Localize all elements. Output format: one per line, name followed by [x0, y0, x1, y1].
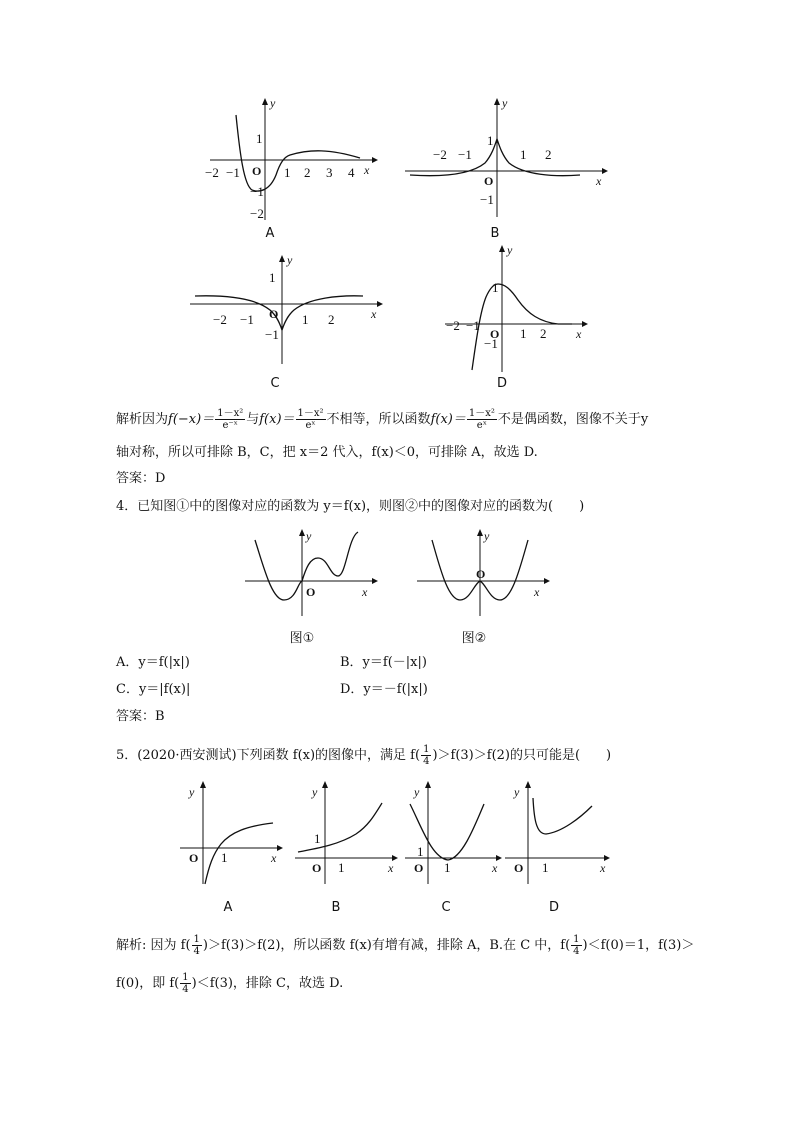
tick-label: 1	[338, 860, 345, 875]
figure-label: A	[265, 226, 275, 241]
tick-label: −1	[226, 165, 240, 180]
denominator: 4	[573, 946, 580, 957]
x-arrow-icon	[582, 321, 588, 327]
fraction	[421, 744, 431, 767]
x-arrow-icon	[602, 168, 608, 174]
curve-5d	[533, 798, 592, 834]
origin-label: O	[269, 307, 279, 321]
denominator: 4	[423, 756, 430, 767]
figure-label: C	[270, 376, 280, 391]
text: )＜f(3)，排除 C，故选 D.	[191, 976, 344, 991]
origin-label: O	[476, 567, 486, 581]
y-label: y	[514, 785, 520, 799]
tick-label: −1	[265, 327, 279, 342]
tick-label: 2	[328, 312, 335, 327]
text: 5．(2020·西安测试)下列函数 f(x)的图像中，满足 f(	[116, 748, 421, 763]
text: 与	[246, 412, 260, 427]
x-label: x	[364, 163, 370, 177]
y-arrow-icon	[477, 529, 483, 536]
y-label: y	[484, 529, 490, 543]
fraction	[215, 408, 245, 431]
text: 解析因为	[116, 412, 169, 427]
tick-label: 1	[314, 831, 321, 846]
x-arrow-icon	[377, 301, 383, 307]
option-4d: D．y＝－f(|x|)	[340, 682, 428, 697]
tick-label: 1	[492, 280, 499, 295]
tick-label: −1	[466, 318, 480, 333]
numerator: 1	[182, 972, 189, 983]
figure-4-1	[240, 528, 380, 620]
figure-5b	[290, 778, 400, 888]
denominator: eˣ	[476, 420, 487, 431]
tick-label: −1	[484, 336, 498, 351]
figure-5d	[500, 778, 616, 888]
x-label: x	[534, 585, 540, 599]
y-arrow-icon	[425, 781, 431, 788]
text: )＞f(3)＞f(2)的只可能是( )	[432, 748, 612, 763]
origin-label: O	[312, 861, 322, 875]
figure-label: B	[331, 900, 341, 915]
figure-label: D	[548, 900, 559, 915]
formula: f(x)＝	[430, 412, 466, 427]
origin-label: O	[414, 861, 424, 875]
tick-label: 1	[284, 165, 291, 180]
tick-label: 1	[417, 844, 424, 859]
y-arrow-icon	[322, 781, 328, 788]
figure-label: C	[441, 900, 451, 915]
y-label: y	[414, 785, 420, 799]
answer-q3: 答案：D	[116, 471, 166, 486]
x-label: x	[576, 327, 582, 341]
figure-label: 图②	[461, 631, 487, 646]
tick-label: 1	[302, 312, 309, 327]
numerator: 1	[193, 934, 200, 945]
tick-label: −2	[446, 318, 460, 333]
y-arrow-icon	[494, 98, 500, 105]
curve-5a	[205, 823, 273, 884]
y-label: y	[189, 785, 195, 799]
tick-label: 1	[520, 326, 527, 341]
curve-5b	[298, 803, 382, 852]
tick-label: −2	[213, 312, 227, 327]
y-arrow-icon	[200, 781, 206, 788]
x-label: x	[362, 585, 368, 599]
y-label: y	[306, 529, 312, 543]
y-arrow-icon	[299, 529, 305, 536]
tick-label: 1	[444, 860, 451, 875]
question-4-stem: 4．已知图①中的图像对应的函数为 y＝f(x)，则图②中的图像对应的函数为( )	[116, 499, 585, 514]
tick-label: 2	[304, 165, 311, 180]
tick-label: −2	[433, 147, 447, 162]
x-arrow-icon	[277, 845, 283, 851]
fraction	[467, 408, 497, 431]
y-arrow-icon	[525, 781, 531, 788]
curve-a	[236, 115, 360, 191]
text: 不相等，所以函数	[326, 412, 431, 427]
numerator: 1－x²	[468, 408, 495, 419]
option-4a: A．y＝f(|x|)	[116, 655, 190, 670]
x-label: x	[388, 861, 394, 875]
tick-label: 2	[540, 326, 547, 341]
figure-label: 图①	[289, 631, 315, 646]
y-arrow-icon	[262, 98, 268, 105]
formula: f(x)＝	[259, 412, 295, 427]
tick-label: 1	[487, 133, 494, 148]
answer-q4: 答案：B	[116, 709, 165, 724]
figure-label: A	[223, 900, 233, 915]
numerator: 1－x²	[217, 408, 244, 419]
y-arrow-icon	[279, 255, 285, 262]
x-label: x	[600, 861, 606, 875]
analysis-q3-line1	[116, 408, 648, 431]
figure-3b	[400, 95, 610, 225]
analysis-q5-line2	[116, 972, 343, 995]
tick-label: −2	[205, 165, 219, 180]
figure-3c	[185, 252, 385, 370]
text: 解析: 因为 f(	[116, 938, 191, 953]
origin-label: O	[490, 327, 500, 341]
numerator: 1－x²	[297, 408, 324, 419]
tick-label: −2	[250, 206, 264, 221]
figure-3a	[200, 95, 380, 225]
y-label: y	[507, 243, 513, 257]
x-arrow-icon	[372, 157, 378, 163]
analysis-q5-line1	[116, 934, 694, 957]
formula: f(−x)＝	[168, 412, 215, 427]
x-label: x	[371, 307, 377, 321]
tick-label: −1	[480, 192, 494, 207]
tick-label: 3	[326, 165, 333, 180]
y-label: y	[270, 96, 276, 110]
origin-label: O	[306, 585, 316, 599]
figure-5a	[175, 778, 285, 888]
y-label: y	[287, 253, 293, 267]
tick-label: 1	[269, 270, 276, 285]
tick-label: 1	[542, 860, 549, 875]
figure-3d	[440, 242, 590, 377]
fraction	[571, 934, 581, 957]
denominator: eˣ	[305, 420, 316, 431]
x-arrow-icon	[372, 578, 378, 584]
figure-label: D	[496, 376, 507, 391]
x-arrow-icon	[544, 578, 550, 584]
figure-5c	[400, 778, 510, 888]
origin-label: O	[484, 174, 494, 188]
tick-label: 1	[256, 131, 263, 146]
analysis-q3-line2: 轴对称，所以可排除 B，C，把 x＝2 代入，f(x)＜0，可排除 A，故选 D.	[116, 445, 538, 460]
tick-label: −1	[250, 184, 264, 199]
option-4c: C．y＝|f(x)|	[116, 682, 191, 697]
tick-label: 1	[520, 147, 527, 162]
option-4b: B．y＝f(－|x|)	[340, 655, 427, 670]
fraction	[296, 408, 326, 431]
fraction	[192, 934, 202, 957]
origin-label: O	[189, 851, 199, 865]
numerator: 1	[573, 934, 580, 945]
text: )＜f(0)＝1，f(3)＞	[582, 938, 695, 953]
denominator: 4	[182, 984, 189, 995]
numerator: 1	[423, 744, 430, 755]
y-arrow-icon	[499, 245, 505, 252]
x-label: x	[492, 861, 498, 875]
tick-label: −1	[240, 312, 254, 327]
denominator: e⁻ˣ	[222, 420, 238, 431]
figure-4-2	[412, 528, 552, 620]
x-label: x	[271, 851, 277, 865]
origin-label: O	[252, 164, 262, 178]
x-label: x	[596, 174, 602, 188]
tick-label: −1	[458, 147, 472, 162]
tick-label: 2	[545, 147, 552, 162]
text: 不是偶函数，图像不关于y	[497, 412, 649, 427]
y-label: y	[502, 96, 508, 110]
tick-label: 1	[221, 850, 228, 865]
text: f(0)，即 f(	[116, 976, 180, 991]
fraction	[180, 972, 190, 995]
tick-label: 4	[348, 165, 355, 180]
question-5-stem	[116, 744, 611, 767]
text: )＞f(3)＞f(2)，所以函数 f(x)有增有减，排除 A，B.在 C 中，f(	[202, 938, 571, 953]
figure-label: B	[490, 226, 500, 241]
origin-label: O	[514, 861, 524, 875]
y-label: y	[312, 785, 318, 799]
denominator: 4	[193, 946, 200, 957]
